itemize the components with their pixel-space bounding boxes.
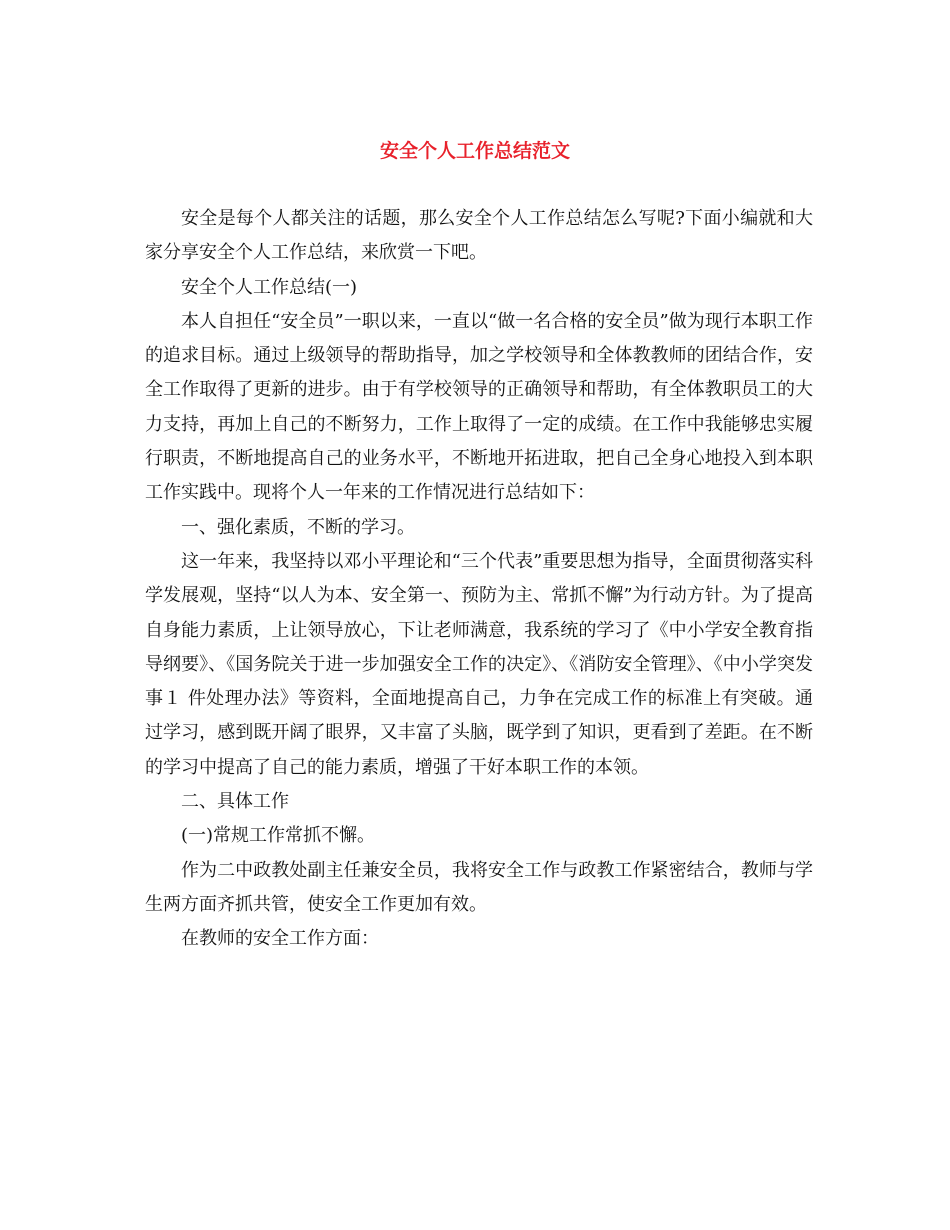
document-body bbox=[145, 202, 813, 957]
paragraph: 安全个人工作总结(一) bbox=[181, 276, 358, 298]
paragraph: 一、强化素质，不断的学习。 bbox=[181, 516, 415, 538]
paragraph: 在教师的安全工作方面： bbox=[181, 928, 379, 950]
paragraph: 作为二中政教处副主任兼安全员，我将安全工作与政教工作紧密结合，教师与学生两方面齐抓共管，使安全工作更加有效。 bbox=[145, 859, 813, 915]
paragraph: 安全是每个人都关注的话题，那么安全个人工作总结怎么写呢?下面小编就和大家分享安全个人工作总结，来欣赏一下吧。 bbox=[145, 208, 813, 264]
paragraph: 二、具体工作 bbox=[181, 791, 289, 813]
paragraph: (一)常规工作常抓不懈。 bbox=[181, 825, 376, 847]
paragraph: 本人自担任“安全员”一职以来，一直以“做一名合格的安全员”做为现行本职工作的追求目标。通过上级领导的帮助指导，加之学校领导和全体教教师的团结合作，安全工作取得了更新的进步。由于有学校领导的正确领导和帮助，有全体教职员工的大力支持，再加上自己的不断努力，工作上取得了一定的成绩。在工作中我能够忠实履行职责，不断地提高自己的业务水平，不断地开拓进取，把自己全身心地投入到本职工作实践中。现将个人一年来的工作情况进行总结如下： bbox=[145, 310, 813, 504]
paragraph: 这一年来，我坚持以邓小平理论和“三个代表”重要思想为指导，全面贯彻落实科学发展观，坚持“以人为本、安全第一、预防为主、常抓不懈”为行动方针。为了提高自身能力素质，上让领导放心，下让老师满意，我系统的学习了《中小学安全教育指导纲要》、《国务院关于进一步加强安全工作的决定》、《消防安全管理》、《中小学突发事１ 件处理办法》等资料，全面地提高自己，力争在完成工作的标准上有突破。通过学习，感到既开阔了眼界，又丰富了头脑，既学到了知识，更看到了差距。在不断的学习中提高了自己的能力素质，增强了干好本职工作的本领。 bbox=[145, 550, 813, 778]
document-title: 安全个人工作总结范文 bbox=[379, 140, 570, 162]
